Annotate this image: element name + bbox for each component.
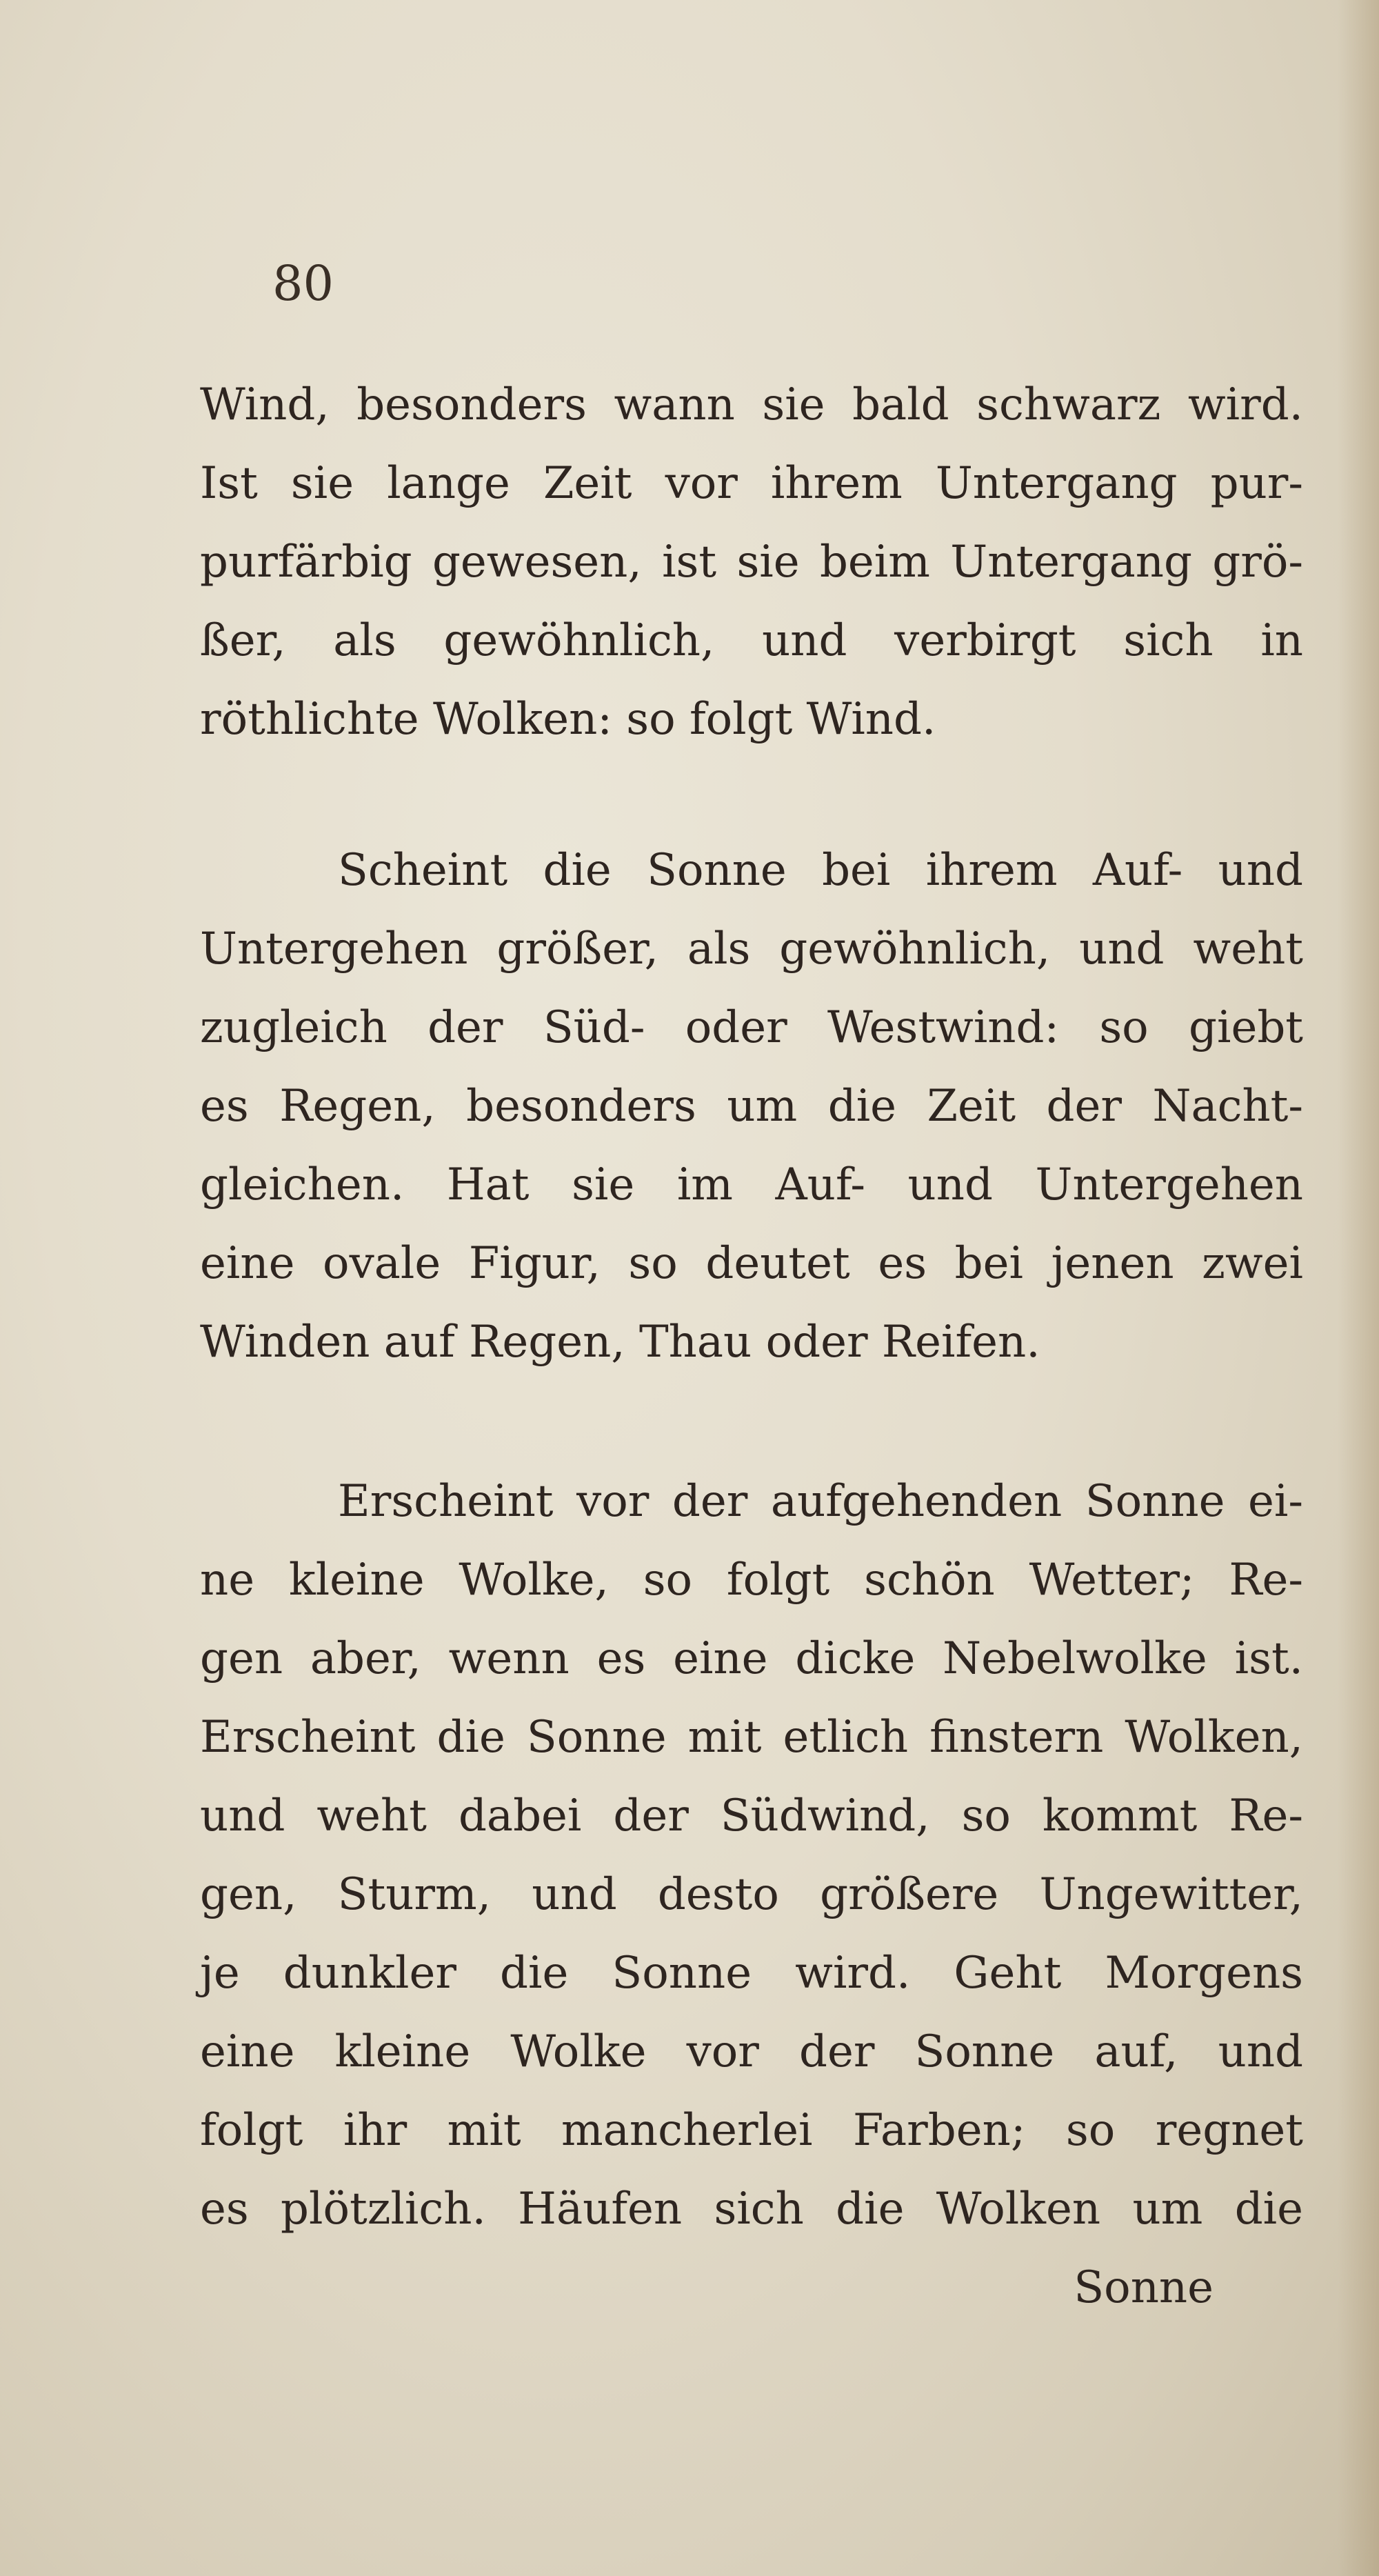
paragraph-2 (200, 831, 1303, 1381)
text-line: zugleich der Süd- oder Westwind: so giebt (200, 1002, 1303, 1053)
page-number: 80 (272, 255, 334, 312)
text-line: gleichen. Hat sie im Auf- und Untergehen (200, 1159, 1303, 1210)
text-line: röthlichte Wolken: so folgt Wind. (200, 694, 936, 745)
text-line: Untergehen größer, als gewöhnlich, und weht (200, 923, 1303, 975)
text-line: Winden auf Regen, Thau oder Reifen. (200, 1317, 1040, 1368)
text-line: gen aber, wenn es eine dicke Nebelwolke ist. (200, 1633, 1303, 1684)
text-line: es Regen, besonders um die Zeit der Nacht- (200, 1081, 1303, 1132)
text-line: Ist sie lange Zeit vor ihrem Untergang pur- (200, 458, 1303, 509)
text-line: ne kleine Wolke, so folgt schön Wetter; Re- (200, 1555, 1303, 1606)
text-line: ßer, als gewöhnlich, und verbirgt sich in (200, 615, 1303, 666)
paragraph-3 (200, 1462, 1303, 2327)
text-line: Scheint die Sonne bei ihrem Auf- und (338, 845, 1303, 896)
text-line: je dunkler die Sonne wird. Geht Morgens (200, 1948, 1303, 1999)
text-line: es plötzlich. Häufen sich die Wolken um die (200, 2184, 1303, 2235)
text-line: Erscheint die Sonne mit etlich finstern Wolken, (200, 1712, 1303, 1763)
text-line: gen, Sturm, und desto größere Ungewitter, (200, 1869, 1303, 1920)
catchword: Sonne (1074, 2262, 1214, 2313)
text-line: und weht dabei der Südwind, so kommt Re- (200, 1790, 1303, 1841)
text-line: Wind, besonders wann sie bald schwarz wird. (200, 379, 1303, 430)
text-line: Erscheint vor der aufgehenden Sonne ei- (338, 1476, 1303, 1527)
text-line: folgt ihr mit mancherlei Farben; so regnet (200, 2105, 1303, 2156)
text-line: eine ovale Figur, so deutet es bei jenen zwei (200, 1238, 1303, 1289)
text-line: purfärbig gewesen, ist sie beim Untergang grö- (200, 537, 1303, 588)
text-line: eine kleine Wolke vor der Sonne auf, und (200, 2026, 1303, 2077)
paragraph-1 (200, 366, 1303, 759)
